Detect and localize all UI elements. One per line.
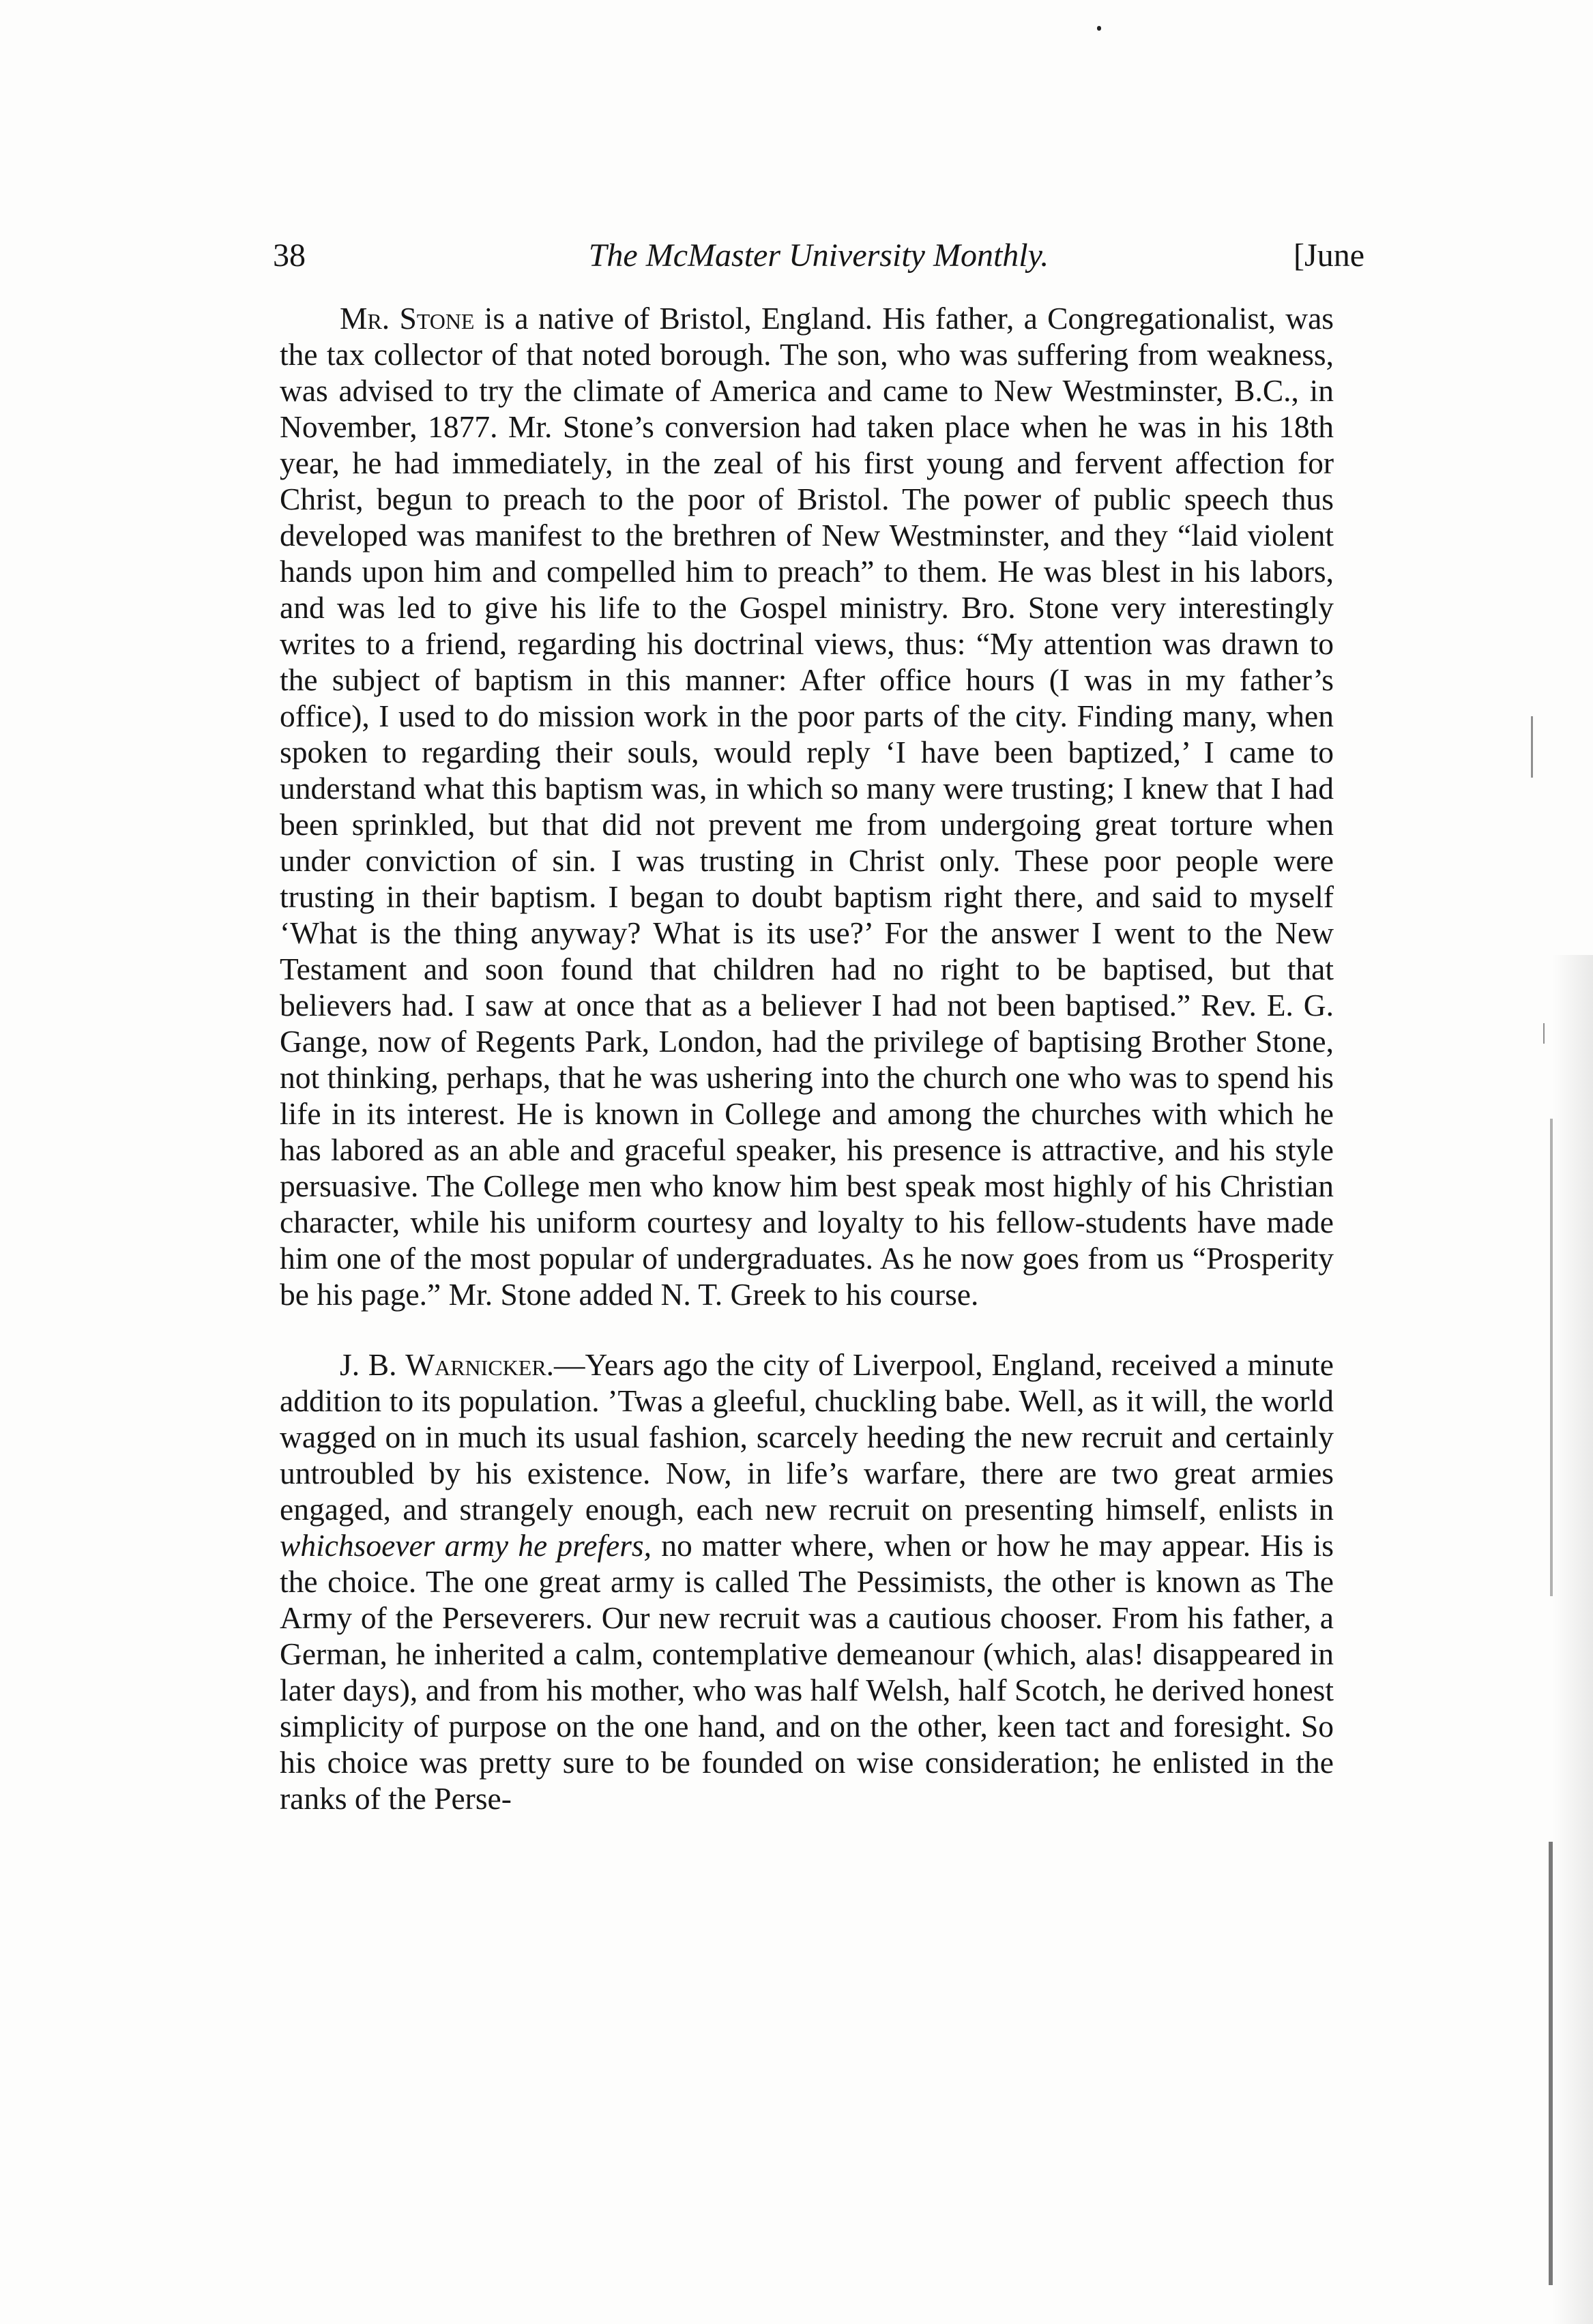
scan-speck xyxy=(1531,716,1533,778)
warnicker-surname: Warnicker. xyxy=(405,1347,555,1382)
paragraph-stone xyxy=(280,300,1334,1312)
article-body xyxy=(280,300,1334,1816)
stone-text: is a native of Bristol, England. His father, a Congregationalist, was the tax collector of that noted borough. The son, who was suffering from weakness, was advised to try the climate of America and came to New Westminster, B.C., in November, 1877. Mr. Stone’s conversion had taken place when he was in his 18th year, he had immediately, in the zeal of his first young and fervent affection for Christ, begun to preach to the poor of Bristol. The power of public speech thus developed was manifest to the brethren of New Westminster, and they “laid violent hands upon him and compelled him to preach” to them. He was blest in his labors, and was led to give his life to the Gospel ministry. Bro. Stone very interestingly writes to a friend, regarding his doctrinal views, thus: “My attention was drawn to the subject of baptism in this manner: After office hours (I was in my father’s office), I used to do mission work in the poor parts of the city. Finding many, when spoken to regarding their souls, would reply ‘I have been baptized,’ I came to understand what this baptism was, in which so many were trusting; I knew that I had been sprinkled, but that did not prevent me from undergoing great torture when under conviction of sin. I was trusting in Christ only. These poor people were trusting in their baptism. I began to doubt baptism right there, and said to myself ‘What is the thing anyway? What is its use?’ For the answer I went to the New Testament and soon found that children had no right to be baptised, but that believers had. I saw at once that as a believer I had not been baptised.” Rev. E. G. Gange, now of Regents Park, London, had the privilege of baptising Brother Stone, not thinking, perhaps, that he was ushering into the church one who was to spend his life in its interest. He is known in College and among the churches with which he has labored as an able and graceful speaker, his presence is attractive, and his style persuasive. The College men who know him best speak most highly of his Christian character, while his uniform courtesy and loyalty to his fellow-students have made him one of the most popular of undergraduates. As he now goes from us “Prosperity be his page.” Mr. Stone added N. T. Greek to his course. xyxy=(280,301,1334,1312)
scan-speck xyxy=(1543,1023,1545,1044)
running-header xyxy=(273,232,1364,280)
scan-speck xyxy=(1097,26,1101,31)
issue-month: [June xyxy=(1294,237,1364,274)
stone-name: Mr. Stone xyxy=(340,301,475,336)
warnicker-italic-phrase: whichsoever army he prefers, xyxy=(280,1528,652,1563)
warnicker-initials: J. B. xyxy=(340,1347,397,1382)
page-edge-shadow xyxy=(1552,955,1593,2324)
warnicker-text-1: —Years ago the city of Liverpool, England, received a minute addition to its population. ’Twas a gleeful, chuckling babe. Well, as it will, the world wagged on in much its usual fashion, scarcely heeding the new recruit and certainly untroubled by his existence. Now, in life’s warfare, there are two great armies engaged, and strangely enough, each new recruit on presenting himself, enlists in xyxy=(280,1347,1334,1527)
paragraph-warnicker xyxy=(280,1347,1334,1816)
journal-title: The McMaster University Monthly. xyxy=(588,237,1049,274)
warnicker-text-2: no matter where, when or how he may appear. His is the choice. The one great army is called The Pessimists, the other is known as The Army of the Perseverers. Our new recruit was a cautious chooser. From his father, a German, he inherited a calm, contemplative demeanour (which, alas! disappeared in later days), and from his mother, who was half Welsh, half Scotch, he derived honest simplicity of purpose on the one hand, and on the other, keen tact and foresight. So his choice was pretty sure to be founded on wise consideration; he enlisted in the ranks of the Perse- xyxy=(280,1528,1334,1816)
page-number: 38 xyxy=(273,237,306,274)
